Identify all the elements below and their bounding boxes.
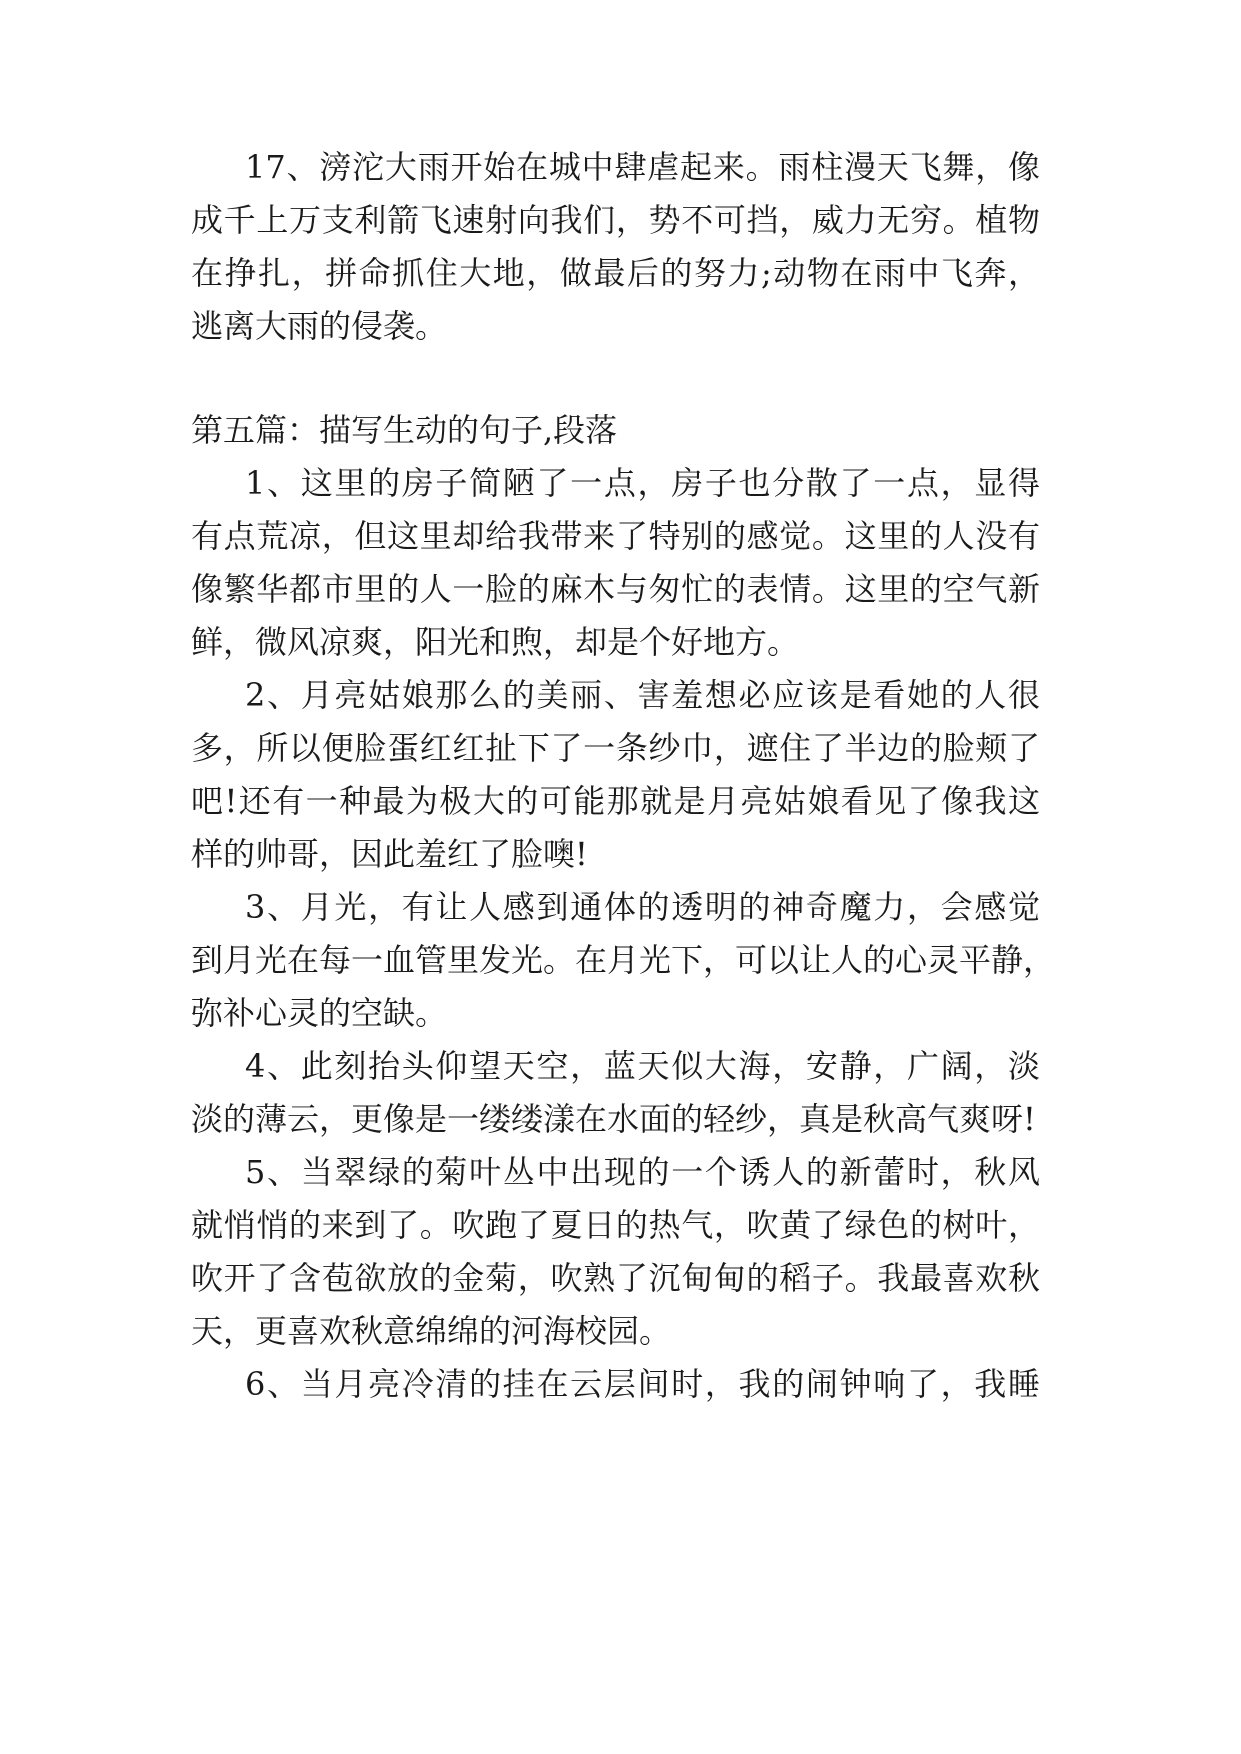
paragraph-17-line-3: 在挣扎，拼命抓住大地，做最后的努力;动物在雨中飞奔， <box>191 254 1040 292</box>
section-heading: 第五篇：描写生动的句子,段落 <box>191 411 618 449</box>
paragraph-5-line-3: 吹开了含苞欲放的金菊，吹熟了沉甸甸的稻子。我最喜欢秋 <box>191 1259 1040 1297</box>
paragraph-1-line-4: 鲜，微风凉爽，阳光和煦，却是个好地方。 <box>191 623 800 661</box>
paragraph-1-line-3: 像繁华都市里的人一脸的麻木与匆忙的表情。这里的空气新 <box>191 570 1040 608</box>
paragraph-1-line-1: 1、这里的房子简陋了一点，房子也分散了一点，显得 <box>245 464 1040 502</box>
paragraph-2-line-4: 样的帅哥，因此羞红了脸噢! <box>191 835 588 873</box>
paragraph-17-line-4: 逃离大雨的侵袭。 <box>191 307 448 345</box>
paragraph-4-line-1: 4、此刻抬头仰望天空，蓝天似大海，安静，广阔，淡 <box>245 1047 1040 1085</box>
paragraph-5-line-4: 天，更喜欢秋意绵绵的河海校园。 <box>191 1312 672 1350</box>
paragraph-4-line-2: 淡的薄云，更像是一缕缕漾在水面的轻纱，真是秋高气爽呀! <box>191 1100 1036 1138</box>
paragraph-1-line-2: 有点荒凉，但这里却给我带来了特别的感觉。这里的人没有 <box>191 517 1040 555</box>
paragraph-17-line-1: 17、滂沱大雨开始在城中肆虐起来。雨柱漫天飞舞，像 <box>245 148 1040 186</box>
paragraph-3-line-3: 弥补心灵的空缺。 <box>191 994 448 1032</box>
paragraph-5-line-2: 就悄悄的来到了。吹跑了夏日的热气，吹黄了绿色的树叶， <box>191 1206 1040 1244</box>
paragraph-3-line-1: 3、月光，有让人感到通体的透明的神奇魔力，会感觉 <box>245 888 1040 926</box>
paragraph-3-line-2: 到月光在每一血管里发光。在月光下，可以让人的心灵平静， <box>191 941 1056 979</box>
paragraph-17-line-2: 成千上万支利箭飞速射向我们，势不可挡，威力无穷。植物 <box>191 201 1040 239</box>
paragraph-2-line-3: 吧!还有一种最为极大的可能那就是月亮姑娘看见了像我这 <box>191 782 1040 820</box>
paragraph-2-line-1: 2、月亮姑娘那么的美丽、害羞想必应该是看她的人很 <box>245 676 1040 714</box>
paragraph-6-line-1: 6、当月亮冷清的挂在云层间时，我的闹钟响了，我睡 <box>245 1365 1040 1403</box>
paragraph-5-line-1: 5、当翠绿的菊叶丛中出现的一个诱人的新蕾时，秋风 <box>245 1153 1040 1191</box>
paragraph-2-line-2: 多，所以便脸蛋红红扯下了一条纱巾，遮住了半边的脸颊了 <box>191 729 1040 767</box>
